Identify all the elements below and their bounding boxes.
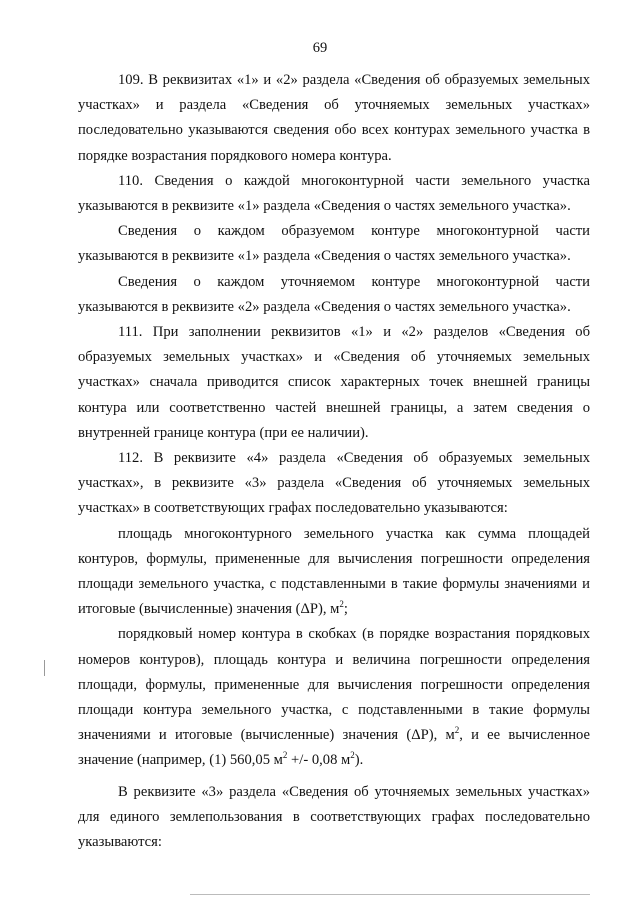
superscript-2: 2 <box>339 599 344 610</box>
paragraph-contour-text: порядковый номер контура в скобках (в порядке возрастания порядковых номеров контуров), площадь контура и величина погрешности определения площади, формулы, примененные для вычисления погрешности определения площади контура земельного участка, с подставленными в такие формулы значениями и итоговые (вычисленные) значения (ΔP), м <box>78 626 590 744</box>
margin-mark <box>44 660 45 676</box>
document-body <box>78 68 590 855</box>
scan-edge-line <box>190 894 590 895</box>
paragraph-area-multicontour <box>78 522 590 623</box>
paragraph-contour-example: , и ее вычисленное значение (например, (1) 560,05 м <box>78 727 590 769</box>
paragraph-109: 109. В реквизитах «1» и «2» раздела «Сведения об образуемых земельных участках» и раздела «Сведения об уточняемых земельных участках» последовательно указываются сведения обо всех контурах земельного участка в порядке возрастания порядкового номера контура. <box>78 72 590 164</box>
paragraph-110-formed-contour: Сведения о каждом образуемом контуре многоконтурной части указываются в реквизите «1» раздела «Сведения о частях земельного участка». <box>78 223 590 265</box>
superscript-2: 2 <box>350 750 355 761</box>
superscript-2: 2 <box>454 725 460 736</box>
paragraph-area-tail: ; <box>343 601 348 618</box>
paragraph-110-refined-contour: Сведения о каждом уточняемом контуре многоконтурной части указываются в реквизите «2» раздела «Сведения о частях земельного участка». <box>78 273 590 315</box>
paragraph-area-text: площадь многоконтурного земельного участка как сумма площадей контуров, формулы, примененные для вычисления погрешности определения площади земельного участка, с подставленными в такие формулы значениями и итоговые (вычисленные) значения (ΔP), м <box>78 525 590 618</box>
paragraph-contour-end: ). <box>354 752 364 769</box>
page-number: 69 <box>312 40 328 56</box>
paragraph-110: 110. Сведения о каждой многоконтурной части земельного участка указываются в реквизите «1» раздела «Сведения о частях земельного участка». <box>78 172 590 215</box>
paragraph-contour-example-2: +/- 0,08 м <box>287 752 351 769</box>
paragraph-112: 112. В реквизите «4» раздела «Сведения об образуемых земельных участках», в реквизите «3» раздела «Сведения об уточняемых земельных участках» в соответствующих графах последовательно указываются: <box>78 450 590 517</box>
paragraph-single-land-use: В реквизите «3» раздела «Сведения об уточняемых земельных участках» для единого землепользования в соответствующих графах последовательно указываются: <box>78 783 590 851</box>
paragraph-contour-number <box>78 622 590 773</box>
superscript-2: 2 <box>282 750 288 761</box>
paragraph-111: 111. При заполнении реквизитов «1» и «2» разделов «Сведения об образуемых земельных участках» и «Сведения об уточняемых земельных участках» сначала приводится список характерных точек внешней границы контура или соответственно частей внешней границы, а затем сведения о внутренней границе контура (при ее наличии). <box>78 324 590 441</box>
